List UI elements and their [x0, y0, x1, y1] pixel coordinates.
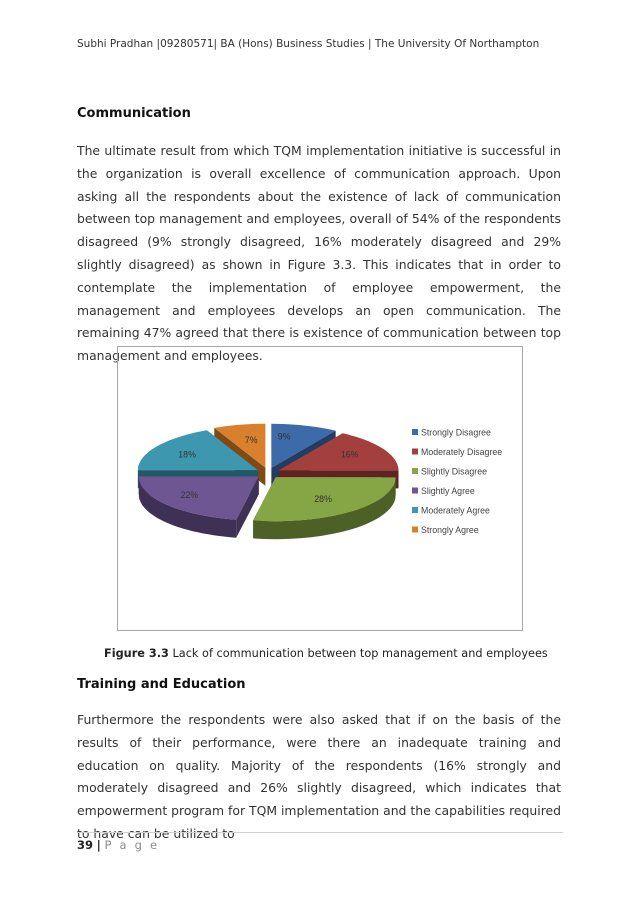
page-number: 39	[77, 838, 94, 852]
legend-swatch-slightly-agree	[412, 488, 418, 494]
pie-label-strongly-disagree: 9%	[277, 431, 291, 442]
pie-label-strongly-agree: 7%	[244, 435, 258, 446]
pie-label-slightly-disagree: 28%	[314, 494, 332, 505]
legend-label-moderately-agree: Moderately Agree	[421, 505, 490, 516]
section-heading-communication: Communication	[77, 106, 191, 121]
legend-label-strongly-agree: Strongly Agree	[421, 525, 479, 535]
pie-label-moderately-disagree: 16%	[340, 449, 359, 460]
legend-label-slightly-agree: Slightly Agree	[421, 486, 475, 496]
legend-swatch-moderately-disagree	[412, 449, 418, 455]
pie-chart-frame	[117, 346, 523, 631]
training-paragraph: Furthermore the respondents were also asked that if on the basis of the results of their performance, were there an inadequate training and education on quality. Majority of the respondents (16% strongly and moderately disagreed and 26% slightly disagreed, which indicates that empowerment program for TQM implementation and the capabilities required to have can be utilized to	[77, 712, 561, 841]
figure-label: Figure 3.3	[104, 647, 169, 660]
figure-caption-text: Lack of communication between top management and employees	[172, 647, 548, 660]
pie-label-moderately-agree: 18%	[178, 449, 196, 460]
legend-label-strongly-disagree: Strongly Disagree	[421, 427, 491, 438]
legend-swatch-strongly-disagree	[412, 429, 418, 435]
page-label: P a g e	[104, 838, 160, 852]
figure-caption	[104, 647, 548, 660]
pie-chart	[118, 347, 522, 630]
footer-divider	[77, 832, 563, 833]
pie-label-slightly-agree: 22%	[180, 489, 199, 500]
legend-label-moderately-disagree: Moderately Disagree	[421, 447, 503, 457]
legend-swatch-moderately-agree	[412, 507, 418, 513]
page-header: Subhi Pradhan |09280571| BA (Hons) Business Studies | The University Of Northampton	[77, 38, 540, 50]
communication-paragraph: The ultimate result from which TQM implementation initiative is successful in the organization is overall excellence of communication approach. Upon asking all the respondents about the existence of lack of communication between top management and employees, overall of 54% of the respondents disagreed (9% strongly disagreed, 16% moderately disagreed and 29% slightly disagreed) as shown in Figure 3.3. This indicates that in order to contemplate the implementation of employee empowerment, the management and employees develops an open communication. The remaining 47% agreed that there is existence of communication between top management and employees.	[77, 143, 561, 364]
footer-separator: |	[96, 838, 101, 852]
page-footer	[77, 838, 159, 852]
legend-label-slightly-disagree: Slightly Disagree	[421, 466, 488, 477]
legend-swatch-strongly-agree	[412, 527, 418, 533]
section-heading-training: Training and Education	[77, 677, 246, 692]
legend-swatch-slightly-disagree	[412, 468, 418, 474]
